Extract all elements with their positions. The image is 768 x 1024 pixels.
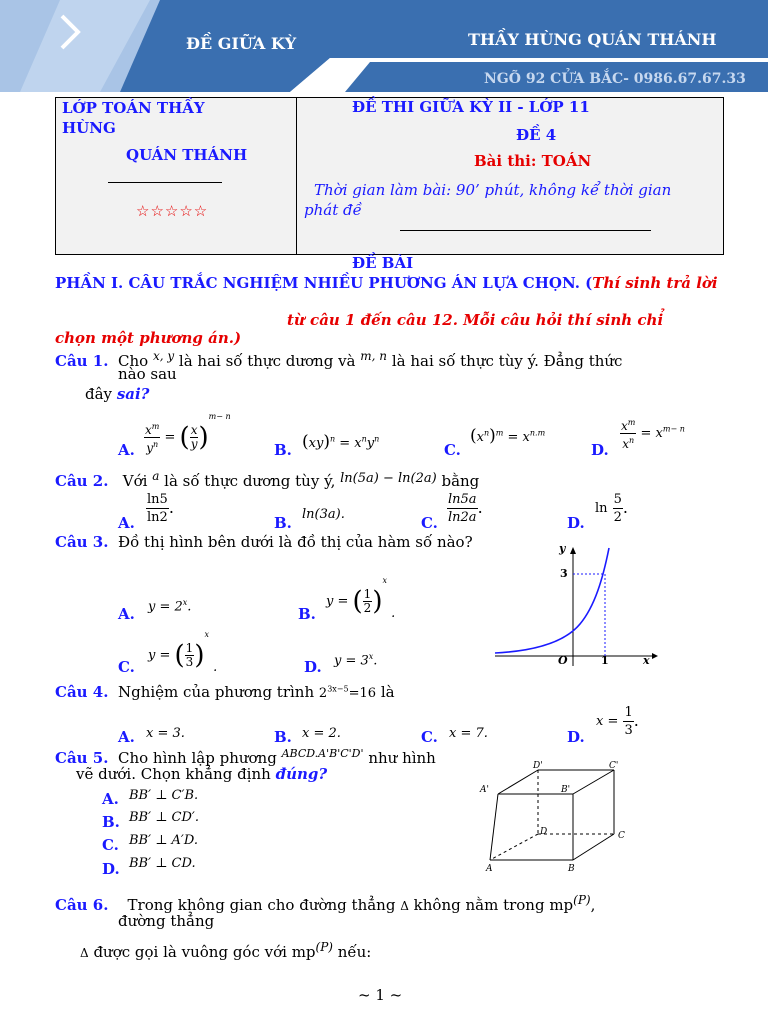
- q4-option-b-label[interactable]: B.: [274, 728, 292, 746]
- q1-line3: [85, 385, 149, 403]
- q2-text-1: Với: [122, 472, 148, 490]
- q3-label: Câu 3.: [55, 533, 109, 551]
- q6-text-4: đường thẳng: [118, 912, 215, 930]
- cube-diagram: [478, 756, 628, 874]
- q1-label: Câu 1.: [55, 352, 109, 370]
- q1-option-c-label[interactable]: C.: [444, 441, 461, 459]
- q4-option-b-expr: x = 2.: [302, 726, 341, 741]
- q2-option-d-expr: ln $\frac{5}{2}$ .: [595, 492, 628, 525]
- q5-option-d-expr: BB′ ⊥ CD.: [129, 856, 196, 871]
- q4-label: Câu 4.: [55, 683, 109, 701]
- q5-option-c-expr: BB′ ⊥ A′D.: [129, 833, 198, 848]
- q4-text-2: là: [380, 683, 395, 701]
- exponential-graph: [490, 538, 660, 668]
- q5-option-b-label[interactable]: B.: [102, 813, 120, 831]
- q3-option-c-expr: y = ( $\frac{1}{3}$ )$^x$ .: [148, 630, 218, 675]
- q6-text-2: không nằm trong mp: [413, 896, 574, 914]
- q3-option-d-label[interactable]: D.: [304, 658, 322, 676]
- q5-option-c-label[interactable]: C.: [102, 836, 119, 854]
- graph-tick-x: 1: [601, 654, 609, 667]
- question-3: [55, 533, 473, 551]
- cube-label-b1: B': [561, 785, 571, 795]
- q2-text-2: là số thực dương tùy ý,: [164, 472, 336, 490]
- q1-text-4: nào sau: [118, 365, 177, 383]
- question-4: [55, 683, 395, 701]
- q6-comma: ,: [590, 896, 596, 914]
- q3-option-c-label[interactable]: C.: [118, 658, 135, 676]
- q3-option-a-expr: $y = 2^x$.: [148, 598, 192, 615]
- q1-text-5: đây: [85, 385, 113, 403]
- graph-y-label: y: [559, 542, 566, 555]
- class-underline: [108, 182, 222, 183]
- q6-line-delta-2: Δ: [80, 946, 89, 960]
- q6-text-6: nếu:: [337, 943, 372, 961]
- q1-text-1: Cho: [118, 352, 149, 370]
- q5-text-2: như hình: [368, 749, 436, 767]
- header-address: NGÕ 92 CỬA BẮC- 0986.67.67.33: [484, 71, 746, 87]
- q6-text-1: Trong không gian cho đường thẳng: [127, 896, 396, 914]
- part1-note3: chọn một phương án.): [55, 329, 242, 347]
- stars-decoration: ☆☆☆☆☆: [136, 202, 209, 220]
- question-6: [55, 893, 595, 914]
- graph-curve: [495, 548, 609, 653]
- q1-option-d-expr: $\frac{x^m}{x^n}$ = $x^{m- n}$: [621, 418, 685, 451]
- part1-note2: từ câu 1 đến câu 12. Mỗi câu hỏi thí sinh chỉ: [287, 311, 664, 329]
- q1-option-a-expr: $\frac{x^m}{y^n}$ = ( $\frac{x}{y}$ )$^{m- n}$: [145, 412, 231, 455]
- q6-text-5: được gọi là vuông góc với mp: [93, 943, 316, 961]
- q3-option-a-label[interactable]: A.: [118, 605, 135, 623]
- q5-line2: [76, 765, 327, 783]
- class-name-line2: QUÁN THÁNH: [126, 146, 248, 164]
- q2-option-a-label[interactable]: A.: [118, 514, 135, 532]
- q4-option-d-label[interactable]: D.: [567, 728, 585, 746]
- de-bai-heading: ĐỀ BÀI: [352, 254, 414, 272]
- q6-line3: [80, 940, 371, 961]
- q1-text-2: là hai số thực dương và: [178, 352, 356, 370]
- q4-option-a-expr: x = 3.: [146, 726, 185, 741]
- cube-label-c: C: [618, 831, 625, 841]
- question-5: [55, 747, 436, 767]
- q1-option-b-label[interactable]: B.: [274, 441, 292, 459]
- q1-keyword-sai: sai?: [116, 385, 150, 403]
- q1-var-xy: x, y: [152, 349, 175, 363]
- cube-label-a1: A': [480, 785, 489, 795]
- q5-cube-name: ABCD.A'B'C'D': [281, 747, 364, 760]
- exam-title: ĐỀ THI GIỮA KỲ II - LỚP 11: [352, 98, 590, 116]
- q1-option-d-label[interactable]: D.: [591, 441, 609, 459]
- q6-plane-p: (P): [573, 893, 591, 907]
- graph-x-arrow-icon: [652, 653, 658, 659]
- time-note-underline: [400, 230, 651, 231]
- q5-keyword-dung: đúng?: [275, 765, 328, 783]
- q4-option-c-expr: x = 7.: [449, 726, 488, 741]
- q2-var-a: a: [152, 469, 160, 483]
- part1-instruction: [55, 273, 725, 293]
- q4-option-a-label[interactable]: A.: [118, 728, 135, 746]
- q4-option-c-label[interactable]: C.: [421, 728, 438, 746]
- info-box-divider: [296, 98, 297, 254]
- q5-option-d-label[interactable]: D.: [102, 860, 120, 878]
- q3-option-b-expr: y = ( $\frac{1}{2}$ )$^x$ .: [326, 576, 396, 621]
- q5-option-a-expr: BB′ ⊥ C′B.: [129, 788, 199, 803]
- exam-subject: Bài thi: TOÁN: [474, 152, 592, 170]
- graph-y-arrow-icon: [570, 547, 576, 554]
- exam-code: ĐỀ 4: [516, 126, 557, 144]
- graph-tick-y: 3: [560, 567, 568, 580]
- q2-option-c-label[interactable]: C.: [421, 514, 438, 532]
- part1-title: PHẦN I. CÂU TRẮC NGHIỆM NHIỀU PHƯƠNG ÁN LỰA CHỌN. (: [55, 274, 593, 292]
- q4-equation: $2^{3x-5}=16$: [318, 684, 377, 701]
- q6-line-delta: Δ: [400, 899, 409, 913]
- cube-label-d: D: [540, 827, 548, 837]
- q1-option-c-expr: $(x^n)^m = x^{n.m}$: [470, 426, 546, 446]
- part1-note1: Thí sinh trả lời: [592, 274, 718, 292]
- q2-option-a-expr: $\frac{\ln 5}{\ln 2}$ .: [147, 492, 174, 525]
- header-left-title: ĐỀ GIỮA KỲ: [186, 34, 297, 53]
- q3-option-d-expr: $y = 3^x$.: [334, 652, 378, 669]
- cube-label-d1: D': [533, 761, 543, 771]
- q6-label: Câu 6.: [55, 896, 109, 914]
- q3-text: Đồ thị hình bên dưới là đồ thị của hàm số nào?: [118, 533, 473, 551]
- q4-option-d-expr: x = $\frac{1}{3}$ .: [596, 705, 639, 738]
- q2-option-b-expr: ln(3a).: [302, 507, 345, 522]
- question-2: [55, 469, 479, 490]
- q2-option-b-label[interactable]: B.: [274, 514, 292, 532]
- q5-text-3: vẽ dưới. Chọn khẳng định: [76, 765, 271, 783]
- q5-label: Câu 5.: [55, 749, 109, 767]
- q5-option-a-label[interactable]: A.: [102, 790, 119, 808]
- q2-option-d-label[interactable]: D.: [567, 514, 585, 532]
- q4-text-1: Nghiệm của phương trình: [118, 683, 315, 701]
- q1-option-a-label[interactable]: A.: [118, 441, 135, 459]
- q2-option-c-expr: $\frac{\ln 5a}{\ln 2a}$ .: [448, 492, 483, 525]
- q3-option-b-label[interactable]: B.: [298, 605, 316, 623]
- cube-label-a: A: [486, 864, 493, 874]
- page-number: ~ 1 ~: [358, 986, 403, 1004]
- q2-expression: ln(5a) − ln(2a): [340, 471, 437, 486]
- q1-text-3: là hai số thực tùy ý. Đẳng thức: [391, 352, 623, 370]
- q2-label: Câu 2.: [55, 472, 109, 490]
- q2-text-3: bằng: [441, 472, 480, 490]
- q1-var-mn: m, n: [360, 349, 388, 363]
- cube-label-b: B: [568, 864, 575, 874]
- class-name: LỚP TOÁN THẦY HÙNG: [62, 99, 205, 137]
- q5-option-b-expr: BB′ ⊥ CD′.: [129, 810, 200, 825]
- q6-plane-p-2: (P): [315, 940, 333, 954]
- q5-text-1: Cho hình lập phương: [118, 749, 277, 767]
- header-right-title: THẦY HÙNG QUÁN THÁNH: [468, 30, 717, 49]
- graph-x-label: x: [643, 654, 650, 667]
- graph-origin: O: [558, 654, 568, 667]
- q1-option-b-expr: $(xy)^n = x^ny^n$: [302, 432, 380, 452]
- exam-time-note: Thời gian làm bài: 90’ phút, không kể thời gian phát đề: [304, 181, 672, 219]
- cube-label-c1: C': [609, 761, 619, 771]
